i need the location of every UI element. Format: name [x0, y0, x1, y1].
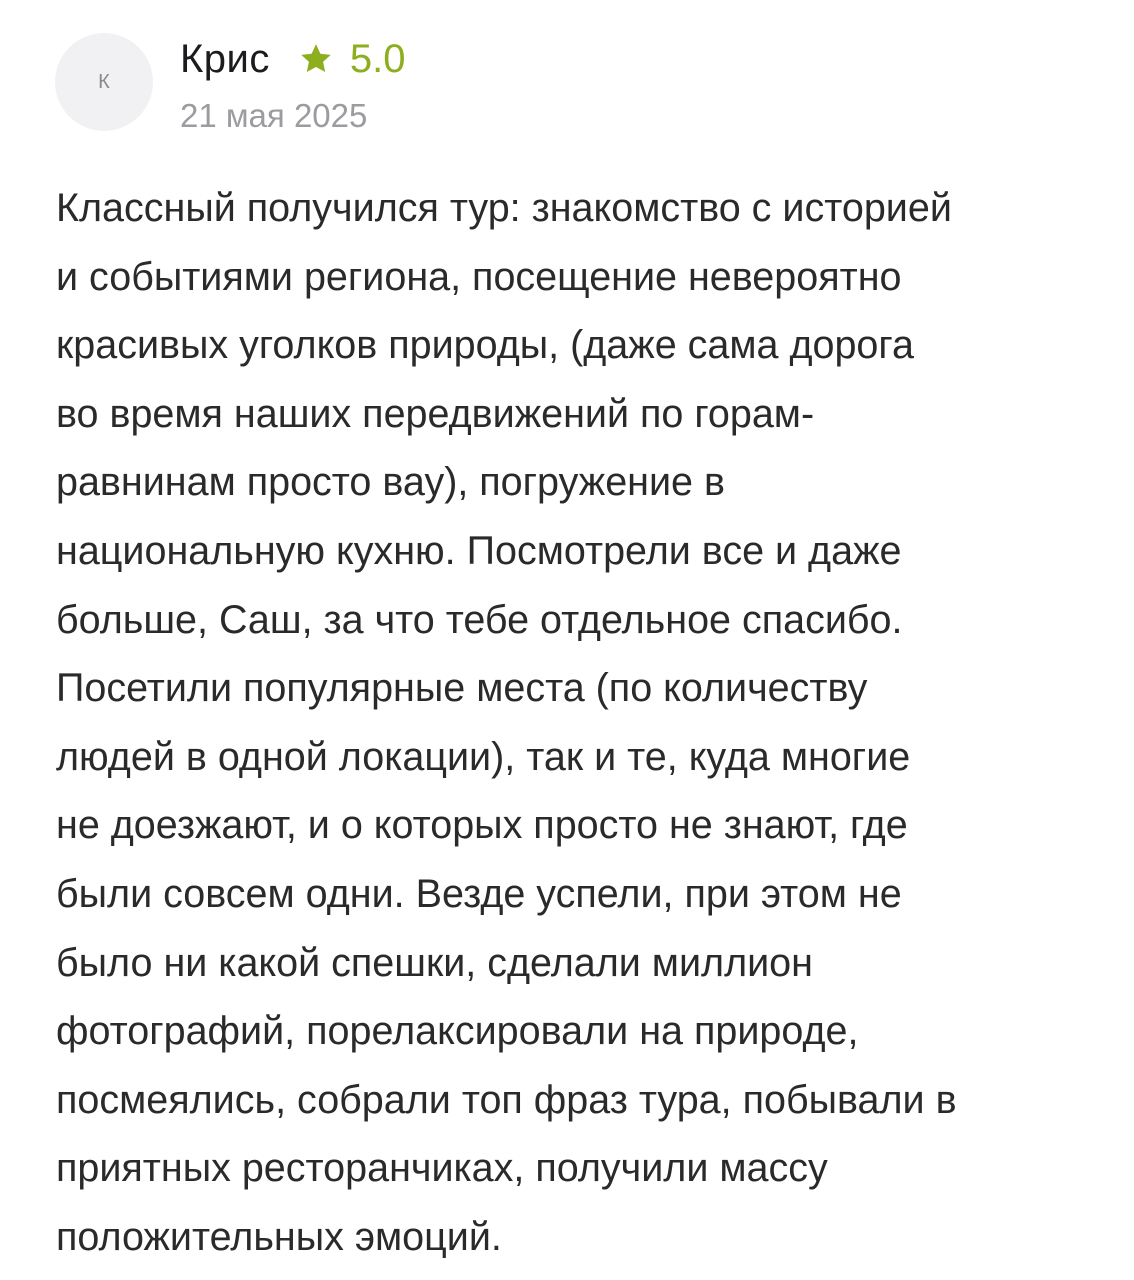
review-text-line: во время наших передвижений по горам-	[56, 391, 815, 436]
review-text-line: Посетили популярные места (по количеству	[56, 666, 868, 711]
review-text-line: людей в одной локации), так и те, куда многие	[56, 734, 911, 779]
review-text-line: больше, Саш, за что тебе отдельное спасибо.	[56, 597, 903, 642]
review-text-line: и событиями региона, посещение невероятно	[56, 254, 902, 299]
review-text-line: равнинам просто вау), погружение в	[56, 460, 725, 505]
author-name[interactable]: Крис	[180, 36, 270, 81]
review-text-line: приятных ресторанчиках, получили массу	[56, 1146, 828, 1191]
rating	[298, 37, 406, 82]
review-text-line: положительных эмоций.	[56, 1214, 502, 1259]
review-text	[56, 174, 1091, 1272]
review-text-line: посмеялись, собрали топ фраз тура, побывали в	[56, 1077, 957, 1122]
review-text-line: фотографий, порелаксировали на природе,	[56, 1009, 859, 1054]
avatar[interactable]	[55, 33, 153, 131]
rating-value: 5.0	[349, 36, 406, 81]
review-text-line: были совсем одни. Везде успели, при этом не	[56, 871, 902, 916]
review-text-line: национальную кухню. Посмотрели все и даже	[56, 528, 902, 573]
avatar-initial: К	[98, 70, 110, 93]
review-header	[180, 34, 406, 84]
review-text-line: было ни какой спешки, сделали миллион	[56, 940, 813, 985]
review-text-line: Классный получился тур: знакомство с историей	[56, 186, 952, 230]
review-text-line: не доезжают, и о которых просто не знают, где	[56, 803, 908, 848]
review-date: 21 мая 2025	[180, 97, 368, 134]
review-text-line: красивых уголков природы, (даже сама дорога	[56, 323, 914, 368]
star-icon	[298, 41, 334, 77]
